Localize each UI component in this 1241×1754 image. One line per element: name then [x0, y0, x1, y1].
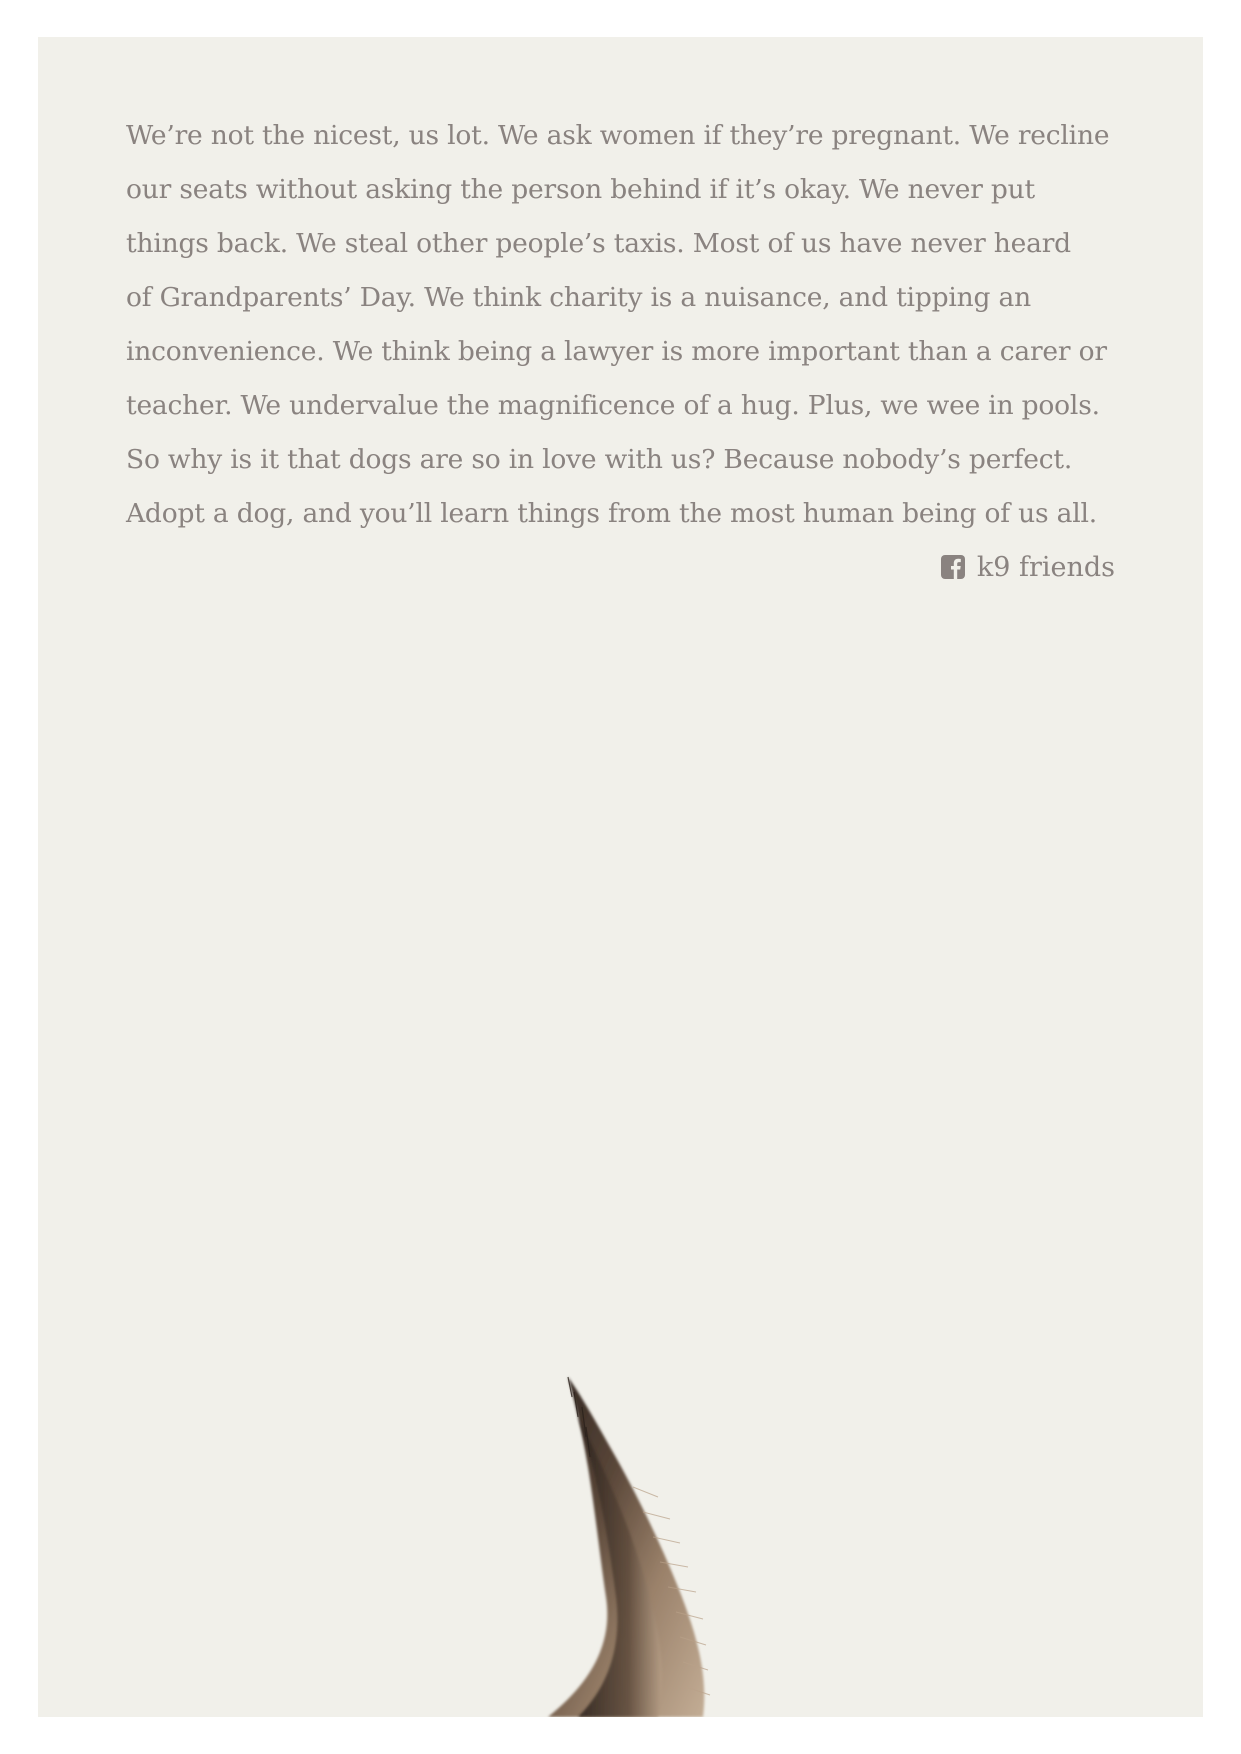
- body-copy-line: We’re not the nicest, us lot. We ask women if they’re pregnant. We recline: [126, 120, 1110, 151]
- dog-tail-illustration: [538, 1337, 798, 1717]
- body-copy-line: of Grandparents’ Day. We think charity is a nuisance, and tipping an: [126, 282, 1031, 313]
- body-copy-line: our seats without asking the person behind if it’s okay. We never put: [126, 174, 1035, 205]
- body-copy-line: teacher. We undervalue the magnificence of a hug. Plus, we wee in pools.: [126, 390, 1100, 421]
- body-copy-line: Adopt a dog, and you’ll learn things from the most human being of us all.: [126, 498, 1097, 529]
- facebook-icon: [941, 555, 965, 579]
- body-copy-line: So why is it that dogs are so in love with us? Because nobody’s perfect.: [126, 444, 1073, 475]
- brand-name: k9 friends: [976, 551, 1115, 583]
- body-copy: [126, 109, 1126, 541]
- body-copy-line: inconvenience. We think being a lawyer is more important than a carer or: [126, 336, 1107, 367]
- poster: [38, 37, 1203, 1717]
- body-copy-line: things back. We steal other people’s taxis. Most of us have never heard: [126, 228, 1071, 259]
- signoff: [941, 547, 1115, 587]
